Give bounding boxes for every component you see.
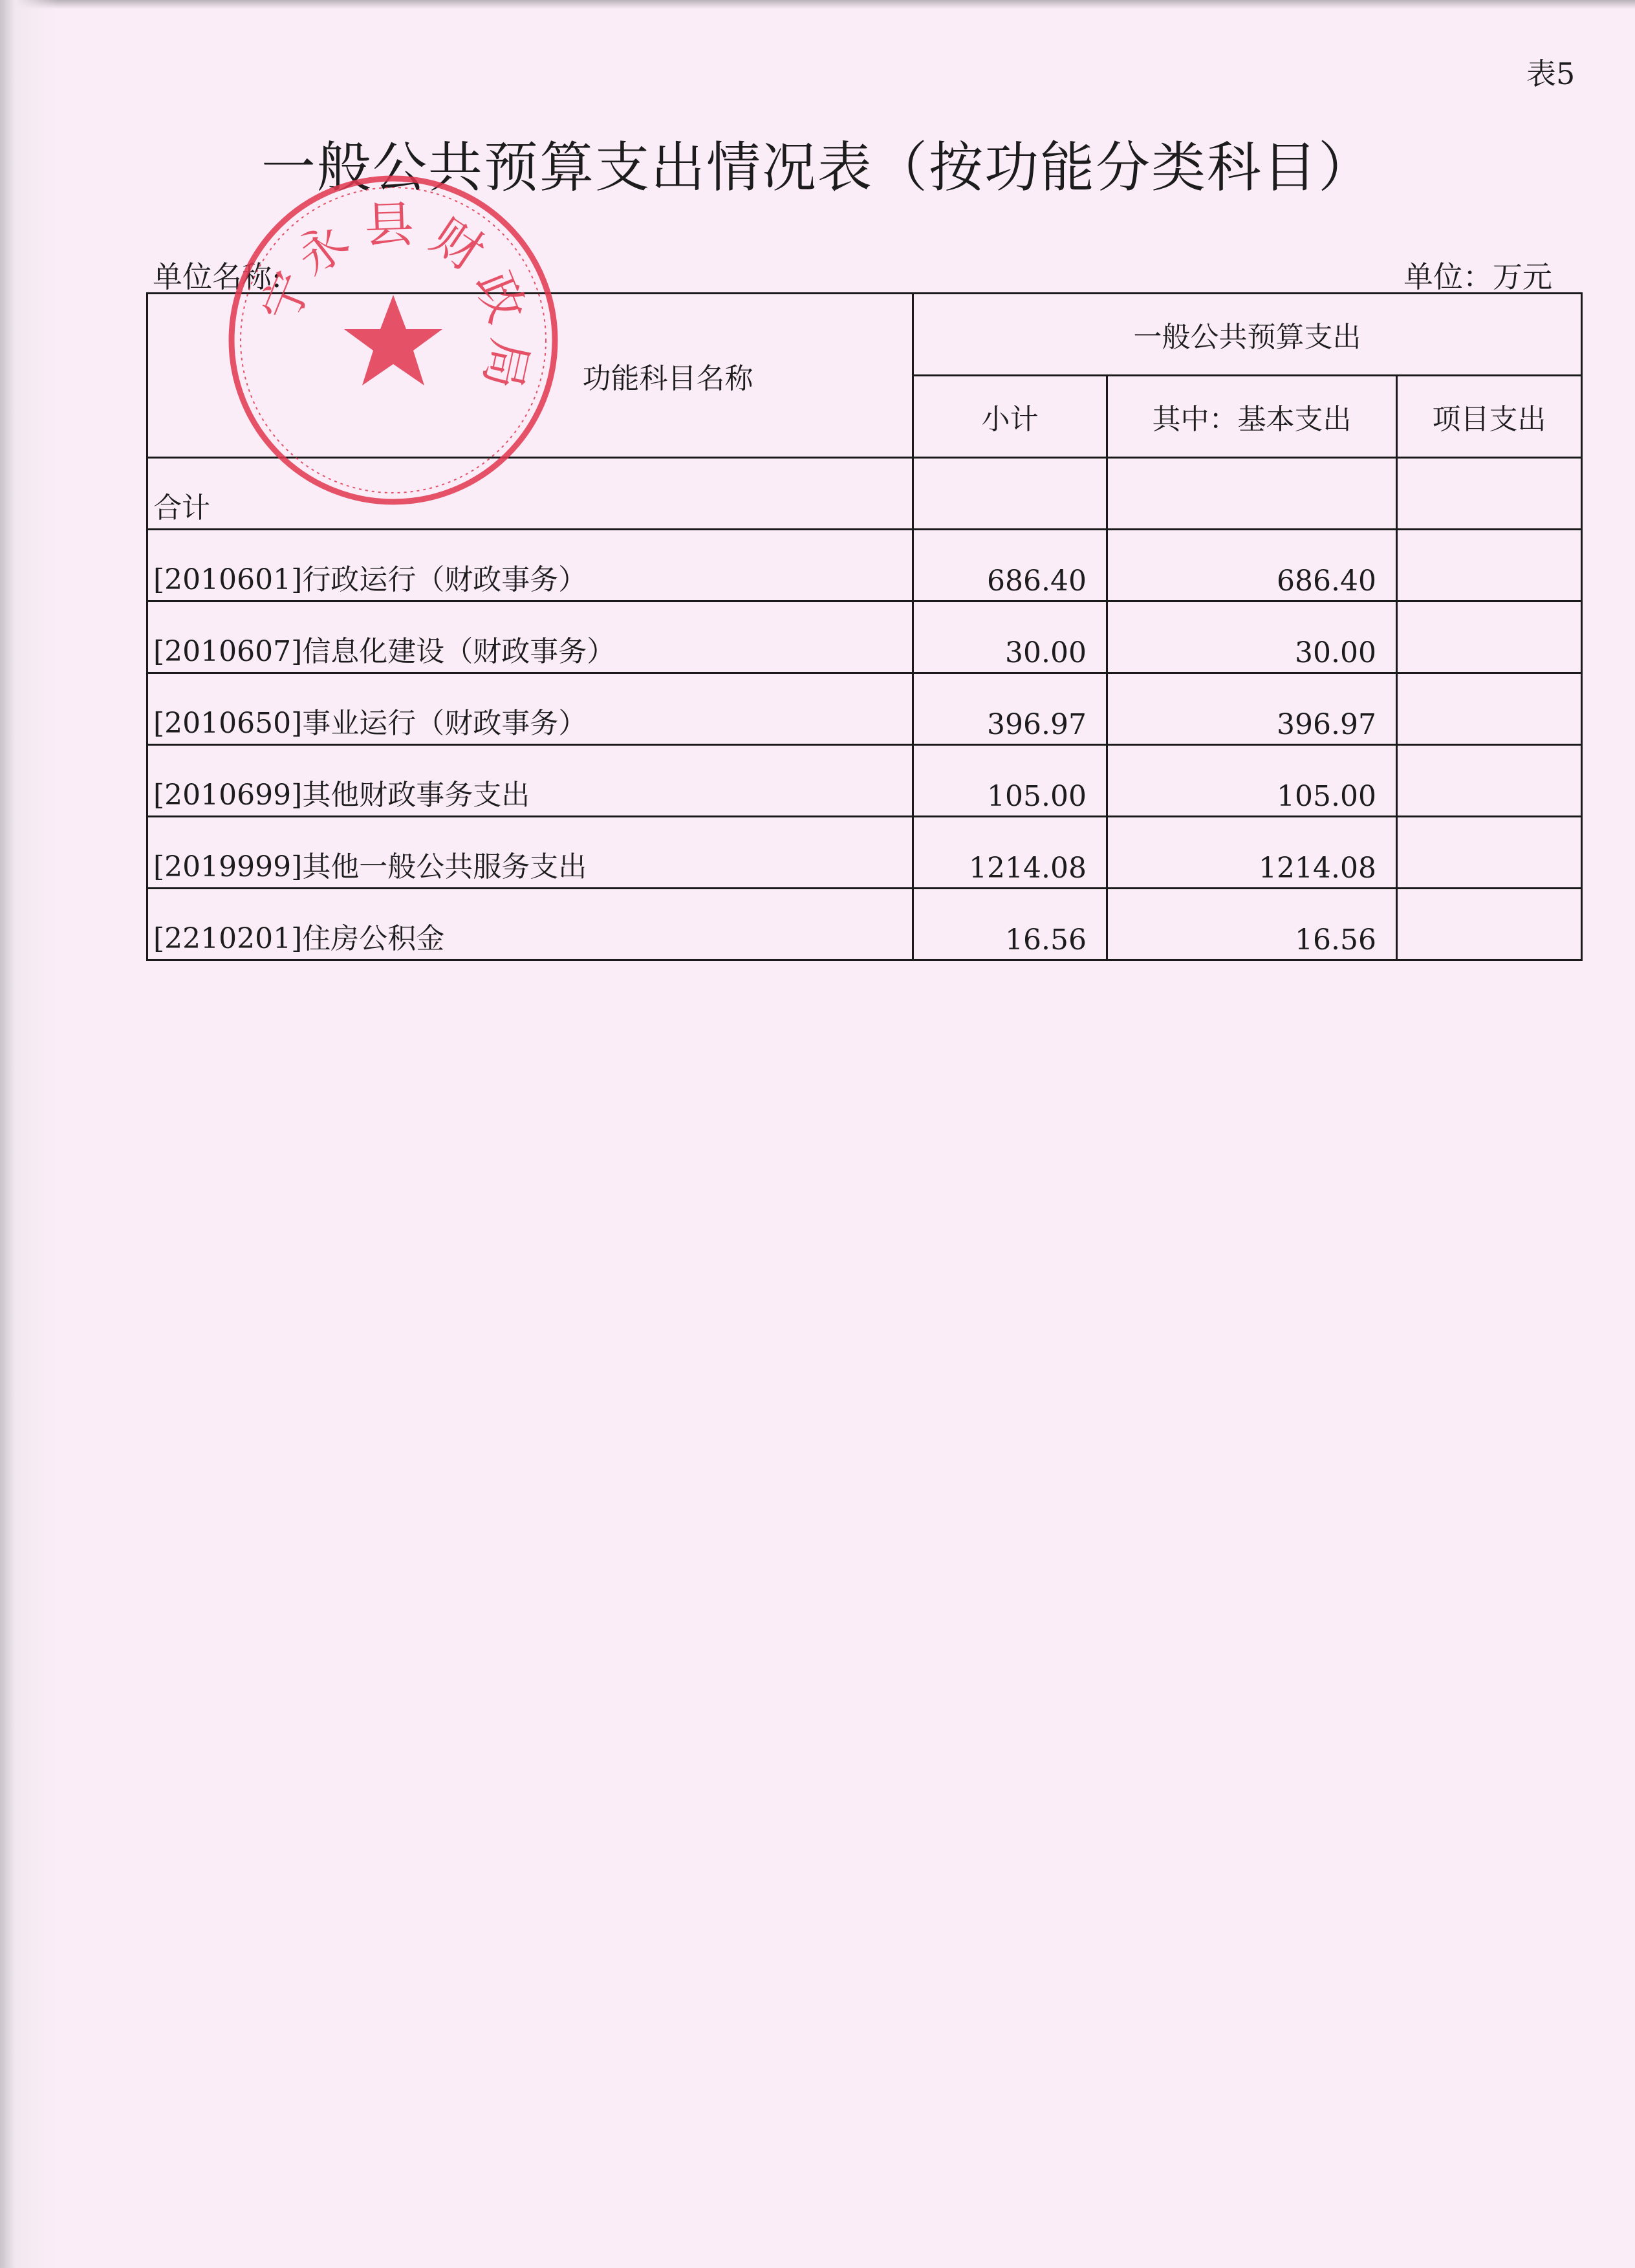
table-row — [147, 745, 1582, 817]
row-basic: 396.97 — [1107, 673, 1397, 745]
row-project — [1397, 673, 1582, 745]
table-row — [147, 673, 1582, 745]
row-subtotal: 1214.08 — [913, 817, 1107, 889]
row-subtotal: 105.00 — [913, 745, 1107, 817]
row-subtotal — [913, 458, 1107, 530]
row-name: [2010607]信息化建设（财政事务） — [147, 601, 913, 673]
seal-char: 永 — [285, 211, 360, 287]
row-basic — [1107, 458, 1397, 530]
row-name: [2019999]其他一般公共服务支出 — [147, 817, 913, 889]
unit-label: 单位：万元 — [1403, 259, 1552, 294]
official-seal — [225, 172, 561, 508]
row-name: [2010699]其他财政事务支出 — [147, 745, 913, 817]
table-row — [147, 530, 1582, 601]
seal-char: 宁 — [250, 263, 323, 331]
header-general-budget: 一般公共预算支出 — [913, 294, 1582, 376]
table-row — [147, 817, 1582, 889]
row-basic: 1214.08 — [1107, 817, 1397, 889]
scan-edge-top — [0, 0, 1635, 9]
row-project — [1397, 817, 1582, 889]
row-project — [1397, 530, 1582, 601]
header-function-name: 功能科目名称 — [147, 294, 913, 458]
row-project — [1397, 889, 1582, 960]
seal-char: 政 — [464, 263, 536, 331]
seal-char: 局 — [473, 334, 540, 394]
page-title: 一般公共预算支出情况表（按功能分类科目） — [261, 136, 1374, 199]
seal-star-icon — [344, 295, 442, 385]
row-basic: 686.40 — [1107, 530, 1397, 601]
scan-edge-left — [0, 0, 58, 2268]
row-name: [2210201]住房公积金 — [147, 889, 913, 960]
row-name: 合计 — [147, 458, 913, 530]
row-subtotal: 30.00 — [913, 601, 1107, 673]
row-basic: 30.00 — [1107, 601, 1397, 673]
seal-char: 县 — [363, 195, 415, 255]
row-name: [2010601]行政运行（财政事务） — [147, 530, 913, 601]
row-subtotal: 396.97 — [913, 673, 1107, 745]
row-subtotal: 686.40 — [913, 530, 1107, 601]
row-name: [2010650]事业运行（财政事务） — [147, 673, 913, 745]
table-row — [147, 889, 1582, 960]
unit-name-label: 单位名称: — [153, 259, 282, 294]
row-project — [1397, 745, 1582, 817]
header-basic: 其中：基本支出 — [1107, 376, 1397, 458]
row-basic: 16.56 — [1107, 889, 1397, 960]
row-project — [1397, 601, 1582, 673]
header-subtotal: 小计 — [913, 376, 1107, 458]
row-project — [1397, 458, 1582, 530]
sheet-number: 表5 — [1526, 56, 1575, 91]
row-basic: 105.00 — [1107, 745, 1397, 817]
row-subtotal: 16.56 — [913, 889, 1107, 960]
seal-char: 财 — [421, 206, 495, 283]
table-row — [147, 601, 1582, 673]
header-project: 项目支出 — [1397, 376, 1582, 458]
